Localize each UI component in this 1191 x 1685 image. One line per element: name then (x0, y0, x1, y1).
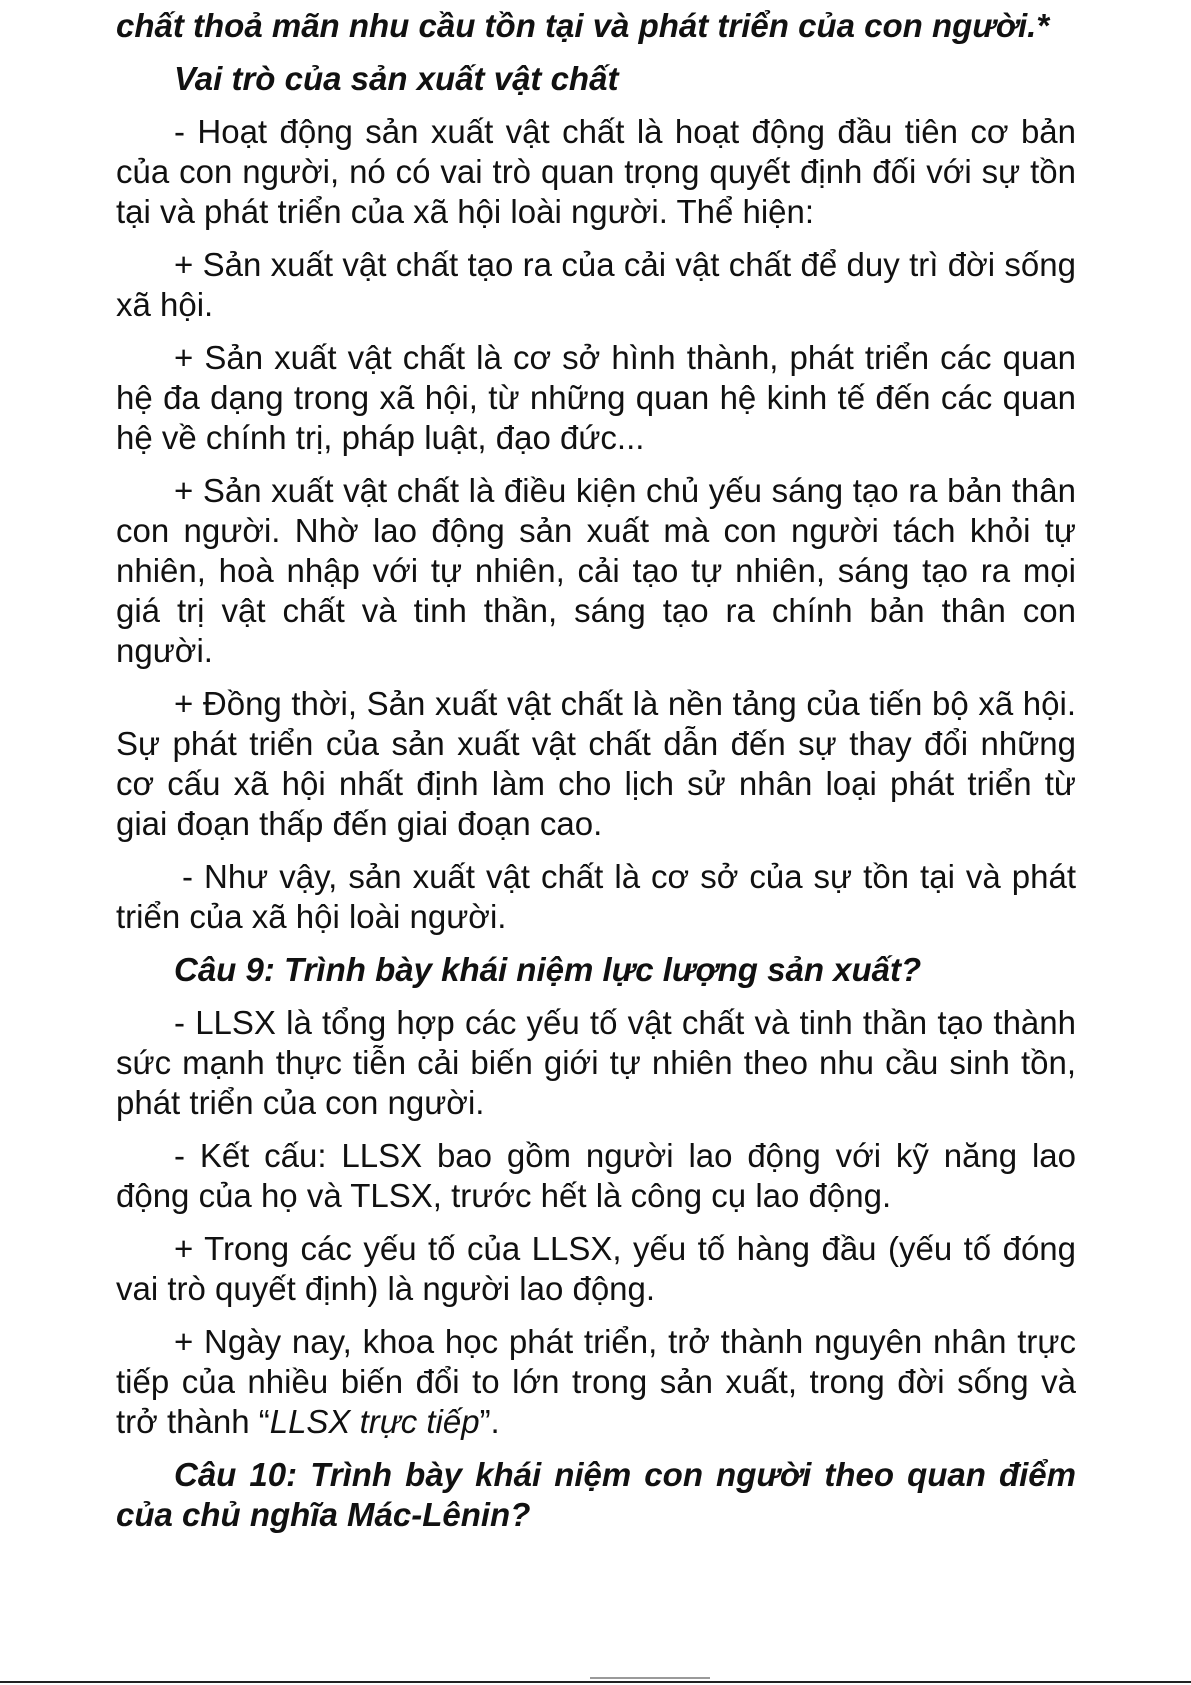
paragraph: + Trong các yếu tố của LLSX, yếu tố hàng đầu (yếu tố đóng vai trò quyết định) là người lao động. (116, 1230, 1076, 1307)
page-bottom-rule (0, 1681, 1191, 1683)
question-9-heading: Câu 9: Trình bày khái niệm lực lượng sản xuất? (174, 951, 922, 988)
paragraph: + Sản xuất vật chất tạo ra của cải vật chất để duy trì đời sống xã hội. (116, 246, 1076, 323)
document-page (116, 6, 1076, 1548)
page-edge-mark (590, 1677, 710, 1679)
paragraph-text: + Ngày nay, khoa học phát triển, trở thành nguyên nhân trực tiếp của nhiều biến đổi to lớn trong sản xuất, trong đời sống và trở thành “ (116, 1323, 1076, 1440)
paragraph: - Hoạt động sản xuất vật chất là hoạt động đầu tiên cơ bản của con người, nó có vai trò quan trọng quyết định đối với sự tồn tại và phát triển của xã hội loài người. Thể hiện: (116, 113, 1076, 230)
paragraph: + Đồng thời, Sản xuất vật chất là nền tảng của tiến bộ xã hội. Sự phát triển của sản xuất vật chất dẫn đến sự thay đổi những cơ cấu xã hội nhất định làm cho lịch sử nhân loại phát triển từ giai đoạn thấp đến giai đoạn cao. (116, 685, 1076, 842)
paragraph: + Sản xuất vật chất là cơ sở hình thành, phát triển các quan hệ đa dạng trong xã hội, từ những quan hệ kinh tế đến các quan hệ về chính trị, pháp luật, đạo đức... (116, 339, 1076, 456)
paragraph: - LLSX là tổng hợp các yếu tố vật chất và tinh thần tạo thành sức mạnh thực tiễn cải biến giới tự nhiên theo nhu cầu sinh tồn, phát triển của con người. (116, 1004, 1076, 1121)
section-heading: Vai trò của sản xuất vật chất (174, 60, 619, 97)
continuation-text: chất thoả mãn nhu cầu tồn tại và phát triển của con người.* (116, 7, 1050, 44)
paragraph-llsx-truc-tiep (116, 1322, 1076, 1442)
paragraph: - Kết cấu: LLSX bao gồm người lao động với kỹ năng lao động của họ và TLSX, trước hết là công cụ lao động. (116, 1137, 1076, 1214)
paragraph-text-end: ”. (479, 1403, 500, 1440)
question-10-heading: Câu 10: Trình bày khái niệm con người theo quan điểm của chủ nghĩa Mác-Lênin? (116, 1456, 1076, 1533)
italic-term: LLSX trực tiếp (269, 1403, 480, 1440)
paragraph: - Như vậy, sản xuất vật chất là cơ sở của sự tồn tại và phát triển của xã hội loài người. (116, 858, 1076, 935)
paragraph: + Sản xuất vật chất là điều kiện chủ yếu sáng tạo ra bản thân con người. Nhờ lao động sản xuất mà con người tách khỏi tự nhiên, hoà nhập với tự nhiên, cải tạo tự nhiên, sáng tạo ra mọi giá trị vật chất và tinh thần, sáng tạo ra chính bản thân con người. (116, 472, 1076, 669)
